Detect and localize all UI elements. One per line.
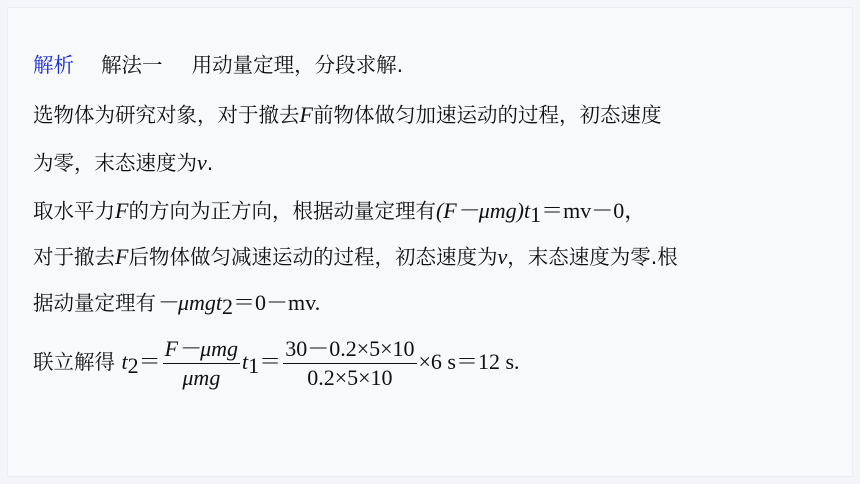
para2-line (33, 196, 646, 226)
para3-text-b: 后物体做匀减速运动的过程，初态速度为 (128, 245, 498, 269)
var-t2: t (121, 349, 128, 374)
equals-sign: ＝ (259, 349, 282, 374)
var-v: v (497, 244, 508, 269)
para1-line2 (33, 148, 213, 178)
var-F: F (115, 198, 129, 223)
para2-text-a: 取水平力 (33, 199, 115, 223)
momentum-eq-left: (F－μmg)t (435, 198, 531, 223)
para1-text-a: 选物体为研究对象，对于撤去 (33, 103, 300, 127)
decel-eq-left: －μmgt (156, 290, 223, 315)
para1-text-c: 为零，末态速度为 (33, 151, 197, 175)
analysis-label: 解析 (33, 53, 74, 77)
para1-text-b: 前物体做匀加速运动的过程，初态速度 (312, 103, 662, 127)
var-F: F (299, 102, 313, 127)
para3-text-c: ，末态速度为零.根 (507, 245, 678, 269)
fraction-numeric (283, 335, 416, 392)
para3-text-d: 据动量定理有 (33, 291, 156, 315)
subscript-1: 1 (530, 202, 542, 227)
fraction-denominator: μmg (182, 364, 221, 390)
fraction-denominator: 0.2×5×10 (307, 364, 393, 390)
method-label: 解法一 (101, 53, 163, 77)
subscript-1: 1 (248, 353, 260, 378)
para4-text-a: 联立解得 (33, 350, 115, 374)
var-F: F (115, 244, 129, 269)
subscript-2: 2 (127, 353, 139, 378)
para3-line2 (33, 288, 320, 318)
fraction-symbolic (163, 335, 240, 392)
var-v: v (197, 150, 207, 175)
para2-text-b: 的方向为正方向，根据动量定理有 (128, 199, 436, 223)
para3-line1 (33, 242, 678, 272)
subscript-2: 2 (222, 294, 234, 319)
para3-text-a: 对于撤去 (33, 245, 115, 269)
method-title: 用动量定理，分段求解. (191, 53, 404, 77)
para1-line1 (33, 100, 661, 130)
fraction-numerator: F－μmg (163, 335, 240, 364)
heading-line (33, 50, 403, 80)
para1-end: . (206, 151, 214, 175)
equals-sign: ＝ (138, 349, 161, 374)
momentum-eq-right: ＝mv－0， (541, 198, 647, 223)
para4-line (33, 332, 520, 392)
result-tail: ×6 s＝12 s. (418, 349, 520, 374)
fraction-numerator: 30－0.2×5×10 (283, 335, 416, 364)
var-t1: t (242, 349, 249, 374)
decel-eq-right: ＝0－mv. (233, 290, 321, 315)
